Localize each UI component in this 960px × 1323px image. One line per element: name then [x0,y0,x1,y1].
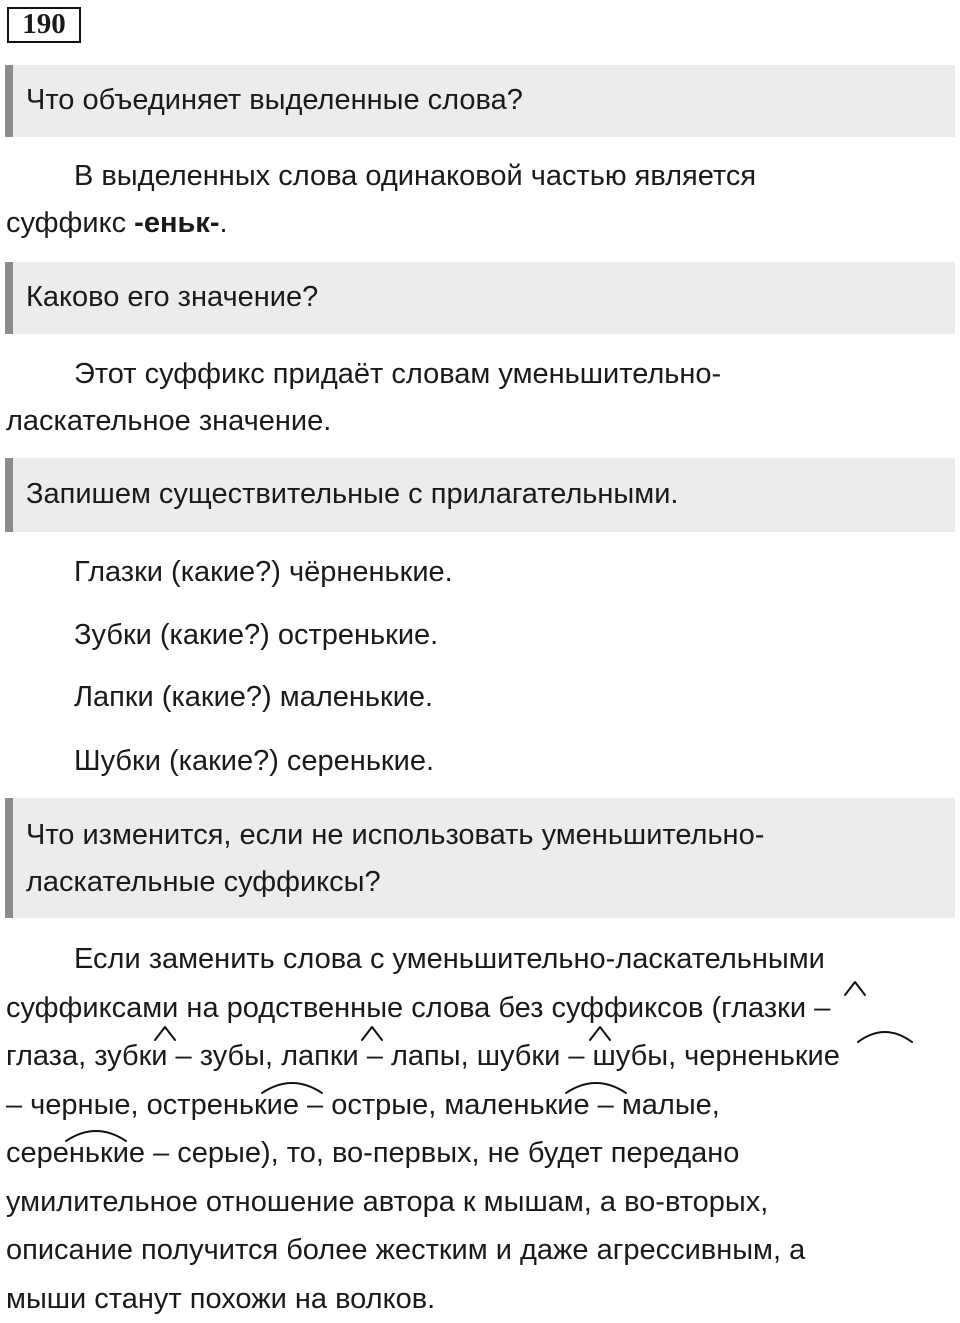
suffix-arc-malenkie [566,1083,626,1093]
task-number: 190 [7,7,81,43]
answer-4-line: умилительное отношение автора к мышам, а во-вторых, [6,1185,769,1218]
pair-item: Глазки (какие?) чёрненькие. [74,556,453,588]
answer-4-line: серенькие – серые), то, во-первых, не будет передано [6,1137,740,1169]
answer-1-end: . [219,207,228,239]
answer-4-line: описание получится более жестким и даже агрессивным, а [6,1234,806,1266]
question-2-text: Каково его значение? [26,281,319,313]
pair-item: Шубки (какие?) серенькие. [74,745,435,777]
question-1-text: Что объединяет выделенные слова? [26,84,523,116]
suffix-caret-zubki [155,1027,175,1040]
suffix-caret-lapki [362,1027,382,1040]
answer-2-line-1: Этот суффикс придаёт словам уменьшительно- [74,358,722,390]
suffix-caret-glazki [845,982,865,995]
answer-2-line-2: ласкательное значение. [6,405,332,437]
answer-4-line: глаза, зубки – зубы, лапки – лапы, шубки – шубы, черненькие [6,1040,840,1072]
answer-4-line: – черные, остренькие – острые, маленькие – малые, [6,1088,720,1121]
answer-1-prefix: суффикс [6,207,135,239]
answer-4-line: суффиксами на родственные слова без суффиксов (глазки – [6,991,831,1024]
suffix-caret-shubki [590,1027,610,1040]
pair-item: Лапки (какие?) маленькие. [74,681,434,713]
question-4-line-2: ласкательные суффиксы? [26,866,381,898]
question-4-line-1: Что изменится, если не использовать уменьшительно- [26,819,765,851]
answer-1-line-1: В выделенных слова одинаковой частью является [74,160,757,192]
suffix-highlight: -еньк- [134,207,220,239]
answer-4-line: мыши станут похожи на волков. [6,1282,436,1315]
answer-4-line: Если заменить слова с уменьшительно-ласкательными [74,943,825,975]
suffix-arc-serenkie [66,1131,126,1141]
suffix-arc-ostrenkie [262,1083,322,1093]
question-3-text: Запишем существительные с прилагательными. [26,478,679,510]
pair-item: Зубки (какие?) остренькие. [74,619,439,651]
suffix-arc-chernenkie [858,1032,912,1042]
